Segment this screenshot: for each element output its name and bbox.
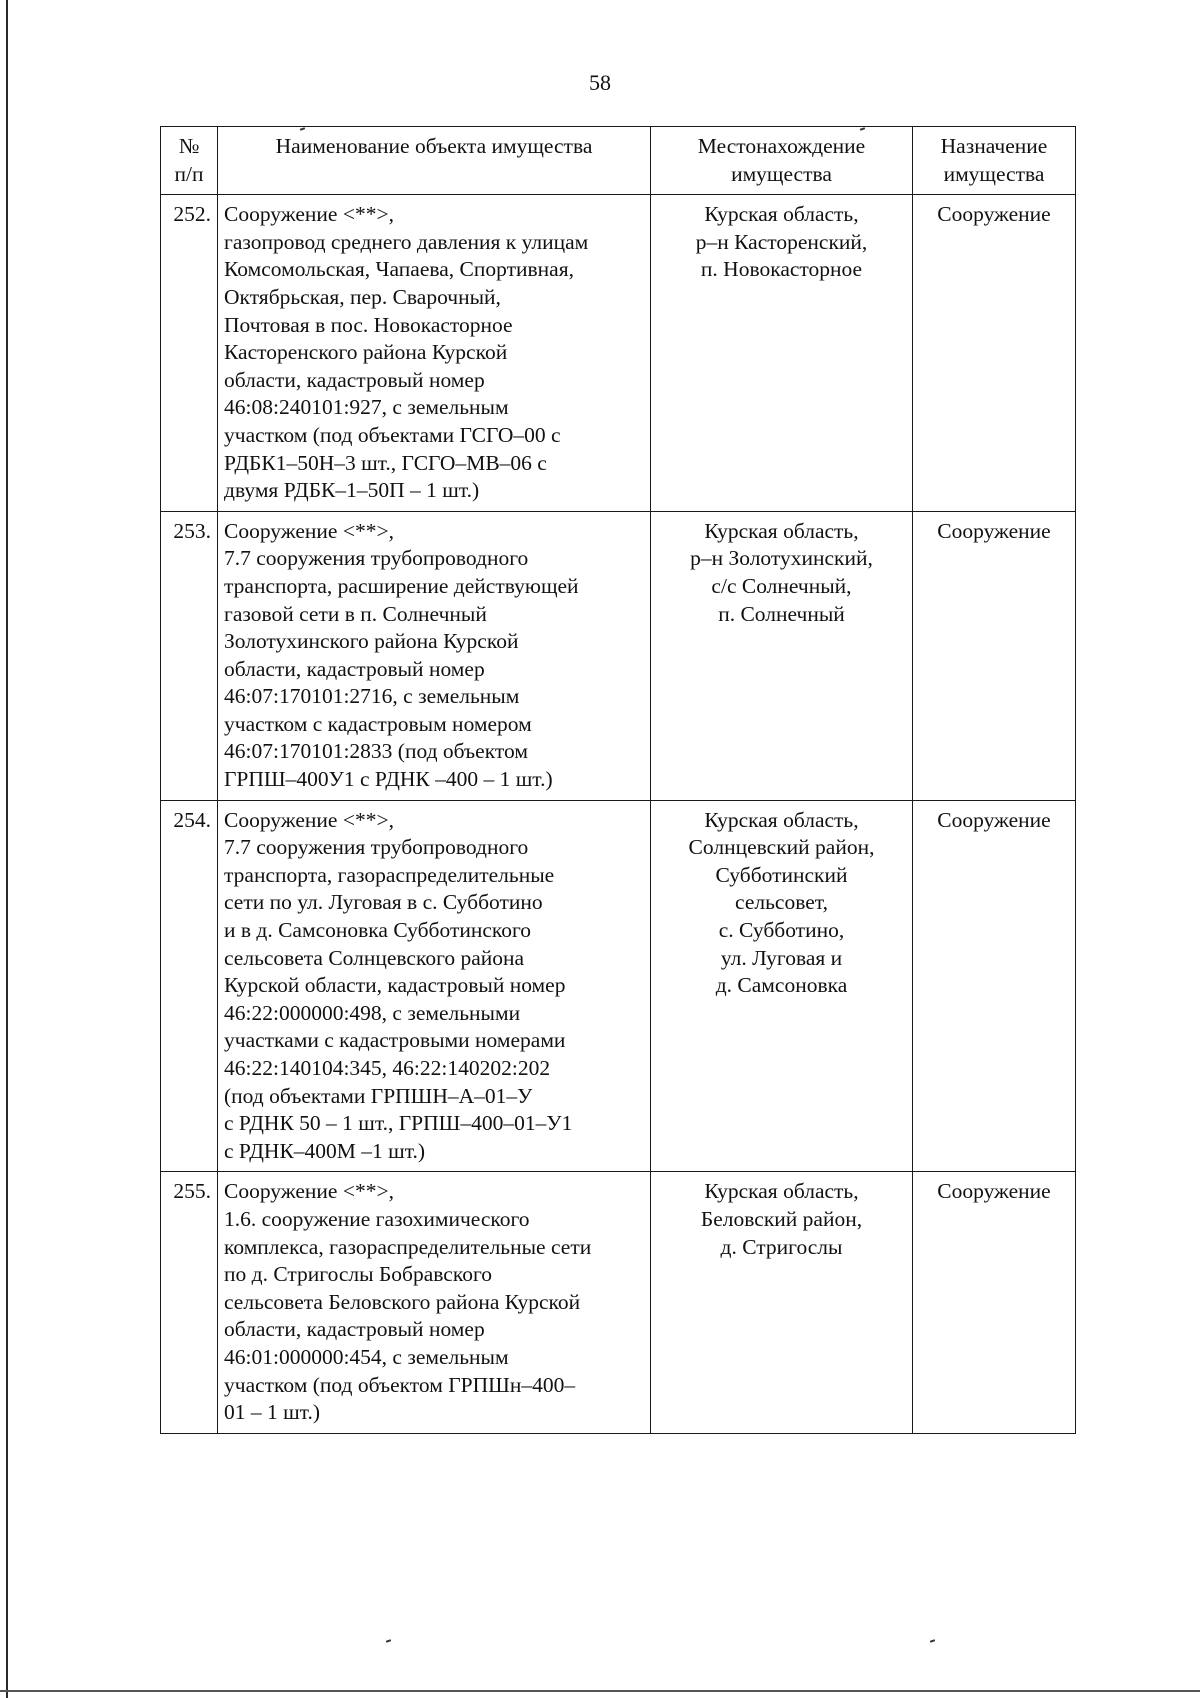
scan-mark [930,1639,935,1643]
object-name-line: Сооружение <**>, [224,518,394,543]
object-location-line: р–н Касторенский, [695,229,868,254]
table-header-row [161,127,1076,195]
object-name-line: области, кадастровый номер [224,1317,485,1342]
object-name-line: с РДНК 50 – 1 шт., ГРПШ–400–01–У1 [224,1111,573,1136]
scan-bottom-edge [0,1690,1200,1692]
row-number: 255. [161,1172,218,1433]
object-name-line: участком с кадастровым номером [224,711,532,736]
object-name-line: Октябрьская, пер. Сварочный, [224,284,501,309]
table-row [161,800,1076,1172]
object-name-line: сельсовета Солнцевского района [224,945,525,970]
object-purpose: Сооружение [913,800,1076,1172]
object-name-line: 1.6. сооружение газохимического [224,1206,530,1231]
object-name-line: по д. Стригослы Бобравского [224,1262,492,1287]
object-name-line: 46:08:240101:927, с земельным [224,395,509,420]
object-name-line: 46:07:170101:2716, с земельным [224,684,520,709]
object-name-line: РДБК1–50Н–3 шт., ГСГО–МВ–06 с [224,450,547,475]
object-name-line: 46:01:000000:454, с земельным [224,1344,509,1369]
object-name-line: Курской области, кадастровый номер [224,973,566,998]
object-location [651,195,913,512]
object-location-line: с/с Солнечный, [711,573,852,598]
object-location [651,511,913,800]
object-name-line: Касторенского района Курской [224,340,508,365]
object-location-line: п. Солнечный [718,601,845,626]
row-number: 252. [161,195,218,512]
object-name-line: Сооружение <**>, [224,202,394,227]
object-name-line: 46:22:140104:345, 46:22:140202:202 [224,1056,551,1080]
header-location: Местонахождение имущества [651,127,913,195]
object-location [651,800,913,1172]
object-location-line: Беловский район, [700,1206,863,1231]
object-name-line: с РДНК–400М –1 шт.) [224,1138,426,1163]
object-location-line: р–н Золотухинский, [690,546,873,571]
object-name-line: 7.7 сооружения трубопроводного [224,835,529,860]
object-name [218,800,651,1172]
object-name-line: газопровод среднего давления к улицам [224,229,589,254]
object-name-line: транспорта, расширение действующей [224,573,579,598]
scan-mark [386,1639,391,1643]
table-row [161,195,1076,512]
object-name-line: 01 – 1 шт.) [224,1400,320,1425]
object-name-line: области, кадастровый номер [224,656,485,681]
object-location-line: Курская область, [704,518,859,543]
object-location-line: п. Новокасторное [700,257,863,282]
object-name-line: транспорта, газораспределительные [224,862,555,887]
header-number: № п/п [161,127,218,195]
object-name-line: участком (под объектом ГРПШн–400– [224,1372,576,1397]
object-location-line: Субботинский [715,862,848,887]
object-name-line: комплекса, газораспределительные сети [224,1234,592,1259]
object-location-line: Солнцевский район, [688,835,875,860]
object-name-line: Золотухинского района Курской [224,629,519,654]
object-name-line: участками с кадастровыми номерами [224,1028,566,1053]
object-name-line: ГРПШ–400У1 с РДНК –400 – 1 шт.) [224,767,553,792]
object-name [218,1172,651,1433]
header-name: Наименование объекта имущества [218,127,651,195]
object-location-line: Курская область, [704,202,859,227]
object-location-line: д. Стригослы [720,1234,843,1259]
object-name-line: Комсомольская, Чапаева, Спортивная, [224,257,574,282]
object-name [218,511,651,800]
table-row [161,511,1076,800]
object-name-line: (под объектами ГРПШН–А–01–У [224,1083,533,1108]
object-name-line: Сооружение <**>, [224,1179,394,1204]
object-location-line: ул. Луговая и [720,945,843,970]
object-name-line: Почтовая в пос. Новокасторное [224,312,513,337]
object-name-line: сети по ул. Луговая в с. Субботино [224,890,543,915]
object-name-line: участком (под объектами ГСГО–00 с [224,422,561,447]
property-table [160,126,1076,1434]
object-purpose: Сооружение [913,195,1076,512]
page-number: 58 [589,70,611,95]
object-name-line: и в д. Самсоновка Субботинского [224,918,532,943]
object-name-line: газовой сети в п. Солнечный [224,601,487,626]
object-purpose: Сооружение [913,511,1076,800]
object-location-line: сельсовет, [735,890,828,915]
object-location [651,1172,913,1433]
object-name-line: Сооружение <**>, [224,807,394,832]
object-name-line: сельсовета Беловского района Курской [224,1289,581,1314]
row-number: 254. [161,800,218,1172]
object-name-line: 46:22:000000:498, с земельными [224,1000,521,1025]
object-name-line: области, кадастровый номер [224,367,485,392]
object-location-line: Курская область, [704,1179,859,1204]
header-purpose: Назначение имущества [913,127,1076,195]
object-name-line: 7.7 сооружения трубопроводного [224,546,529,571]
object-name-line: 46:07:170101:2833 (под объектом [224,739,528,764]
object-name-line: двумя РДБК–1–50П – 1 шт.) [224,478,480,503]
table-row [161,1172,1076,1433]
object-name [218,195,651,512]
scan-left-edge [6,0,8,1698]
object-location-line: д. Самсоновка [715,973,848,998]
row-number: 253. [161,511,218,800]
object-purpose: Сооружение [913,1172,1076,1433]
object-location-line: с. Субботино, [718,918,845,943]
object-location-line: Курская область, [704,807,859,832]
